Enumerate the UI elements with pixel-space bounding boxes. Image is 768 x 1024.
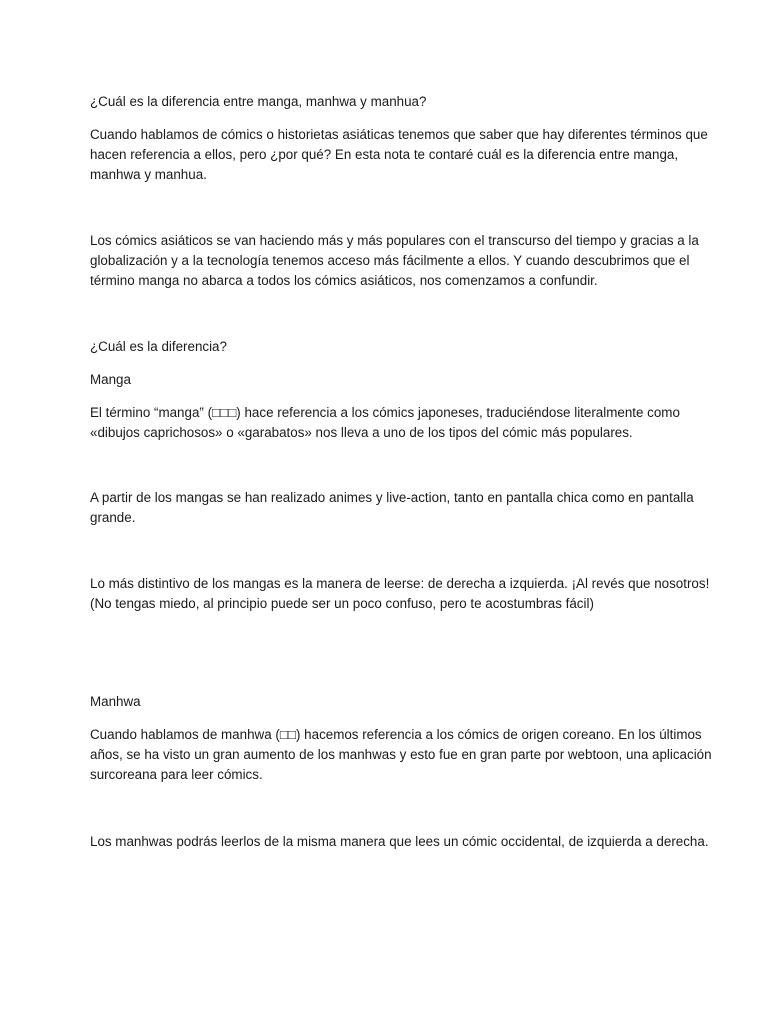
difference-heading: ¿Cuál es la diferencia?: [90, 339, 227, 354]
intro-paragraph-line-2: hacen referencia a ellos, pero ¿por qué? En esta nota te contaré cuál es la diferencia entre manga,: [90, 147, 679, 162]
document-title: ¿Cuál es la diferencia entre manga, manhwa y manhua?: [90, 94, 427, 109]
popularity-paragraph-line-2: globalización y a la tecnología tenemos acceso más fácilmente a ellos. Y cuando descubrimos que el: [90, 253, 690, 268]
manga-adaptations-line-2: grande.: [90, 510, 136, 525]
manga-definition-line-2: «dibujos caprichosos» o «garabatos» nos lleva a uno de los tipos del cómic más populares.: [90, 425, 633, 440]
manga-reading-line-2: (No tengas miedo, al principio puede ser un poco confuso, pero te acostumbras fácil): [90, 596, 594, 611]
manga-reading-line-1: Lo más distintivo de los mangas es la manera de leerse: de derecha a izquierda. ¡Al revés que nosotros!: [90, 576, 710, 591]
intro-paragraph-line-1: Cuando hablamos de cómics o historietas asiáticas tenemos que saber que hay diferentes términos que: [90, 127, 708, 142]
popularity-paragraph-line-3: término manga no abarca a todos los cómics asiáticos, nos comenzamos a confundir.: [90, 273, 598, 288]
manhwa-definition-line-1: Cuando hablamos de manhwa (□□) hacemos referencia a los cómics de origen coreano. En los últimos: [90, 727, 702, 742]
manga-adaptations-line-1: A partir de los mangas se han realizado animes y live-action, tanto en pantalla chica como en pantalla: [90, 490, 694, 505]
intro-paragraph-line-3: manhwa y manhua.: [90, 167, 207, 182]
manga-heading: Manga: [90, 372, 131, 387]
manhwa-heading: Manhwa: [90, 694, 141, 709]
popularity-paragraph-line-1: Los cómics asiáticos se van haciendo más y más populares con el transcurso del tiempo y gracias a la: [90, 233, 699, 248]
manhwa-definition-line-2: años, se ha visto un gran aumento de los manhwas y esto fue en gran parte por webtoon, una aplicación: [90, 747, 712, 762]
manhwa-reading-line-1: Los manhwas podrás leerlos de la misma manera que lees un cómic occidental, de izquierda a derecha.: [90, 834, 709, 849]
manga-definition-line-1: El término “manga” (□□□) hace referencia a los cómics japoneses, traduciéndose literalmente como: [90, 405, 680, 420]
manhwa-definition-line-3: surcoreana para leer cómics.: [90, 767, 263, 782]
